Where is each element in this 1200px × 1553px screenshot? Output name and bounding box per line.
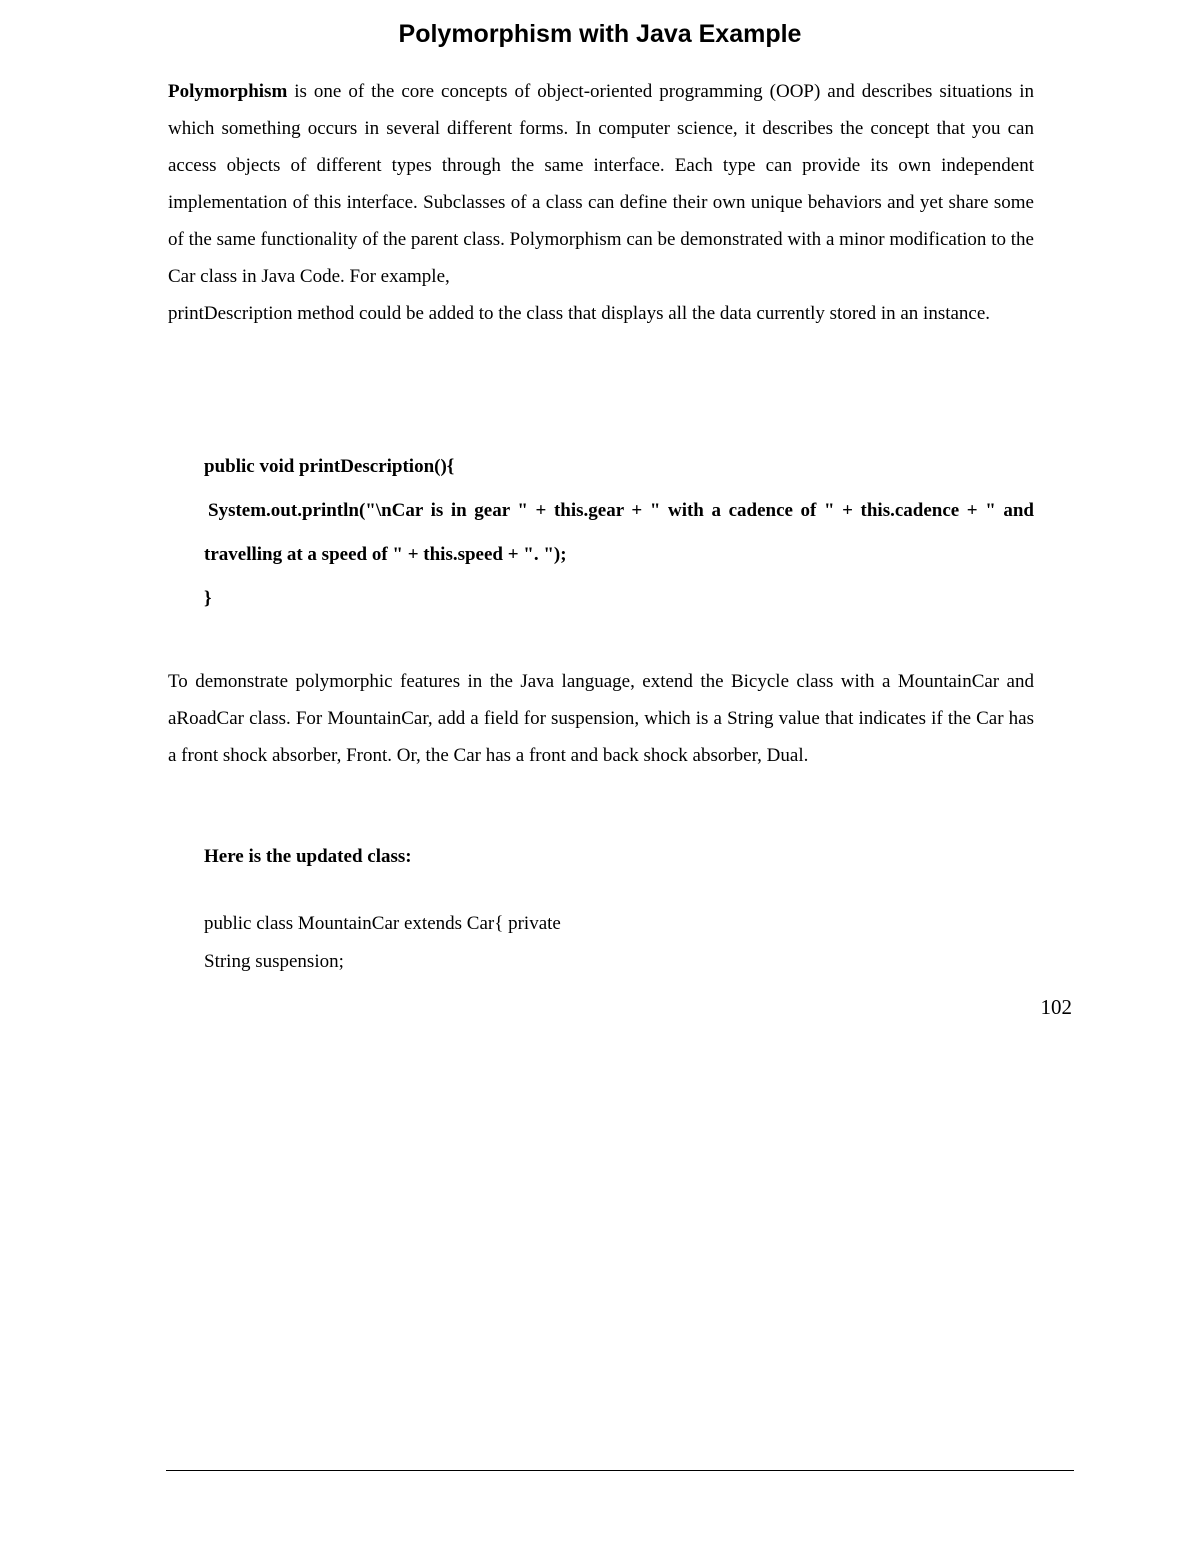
method-closing-brace: } <box>204 588 212 609</box>
page-number: 102 <box>1040 995 1072 1019</box>
intro-method-text: printDescription method could be added to the class that displays all the data currently stored in an instance. <box>168 303 991 324</box>
intro-paragraph <box>168 73 1034 332</box>
method-statement-line-2: travelling at a speed of " + this.speed + ". "); <box>204 544 567 565</box>
method-signature: public void printDescription(){ <box>204 456 455 477</box>
demo-paragraph: To demonstrate polymorphic features in the Java language, extend the Bicycle class with a MountainCar and aRoadCar class. For MountainCar, add a field for suspension, which is a String value that indicates if the Car has a front shock absorber, Front. Or, the Car has a front and back shock absorber, Dual. <box>168 671 1034 766</box>
intro-lead-term: Polymorphism <box>168 81 288 102</box>
print-description-code <box>204 445 1034 621</box>
mountain-car-code <box>204 905 561 981</box>
footer-rule <box>166 1470 1074 1471</box>
class-code-line-1: public class MountainCar extends Car{ private <box>204 913 561 934</box>
method-statement-line-1: System.out.println("\nCar is in gear " + this.gear + " with a cadence of " + this.cadence + " and <box>208 500 1034 521</box>
intro-text: is one of the core concepts of object-oriented programming (OOP) and describes situations in which something occurs in several different forms. In computer science, it describes the concept that you can access objects of different types through the same interface. Each type can provide its own independent implementation of this interface. Subclasses of a class can define their own unique behaviors and yet share some of the same functionality of the parent class. Polymorphism can be demonstrated with a minor modification to the Car class in Java Code. For example, <box>168 81 1034 287</box>
updated-class-heading: Here is the updated class: <box>204 846 412 867</box>
class-code-line-2: String suspension; <box>204 951 344 972</box>
page-title: Polymorphism with Java Example <box>398 20 802 48</box>
